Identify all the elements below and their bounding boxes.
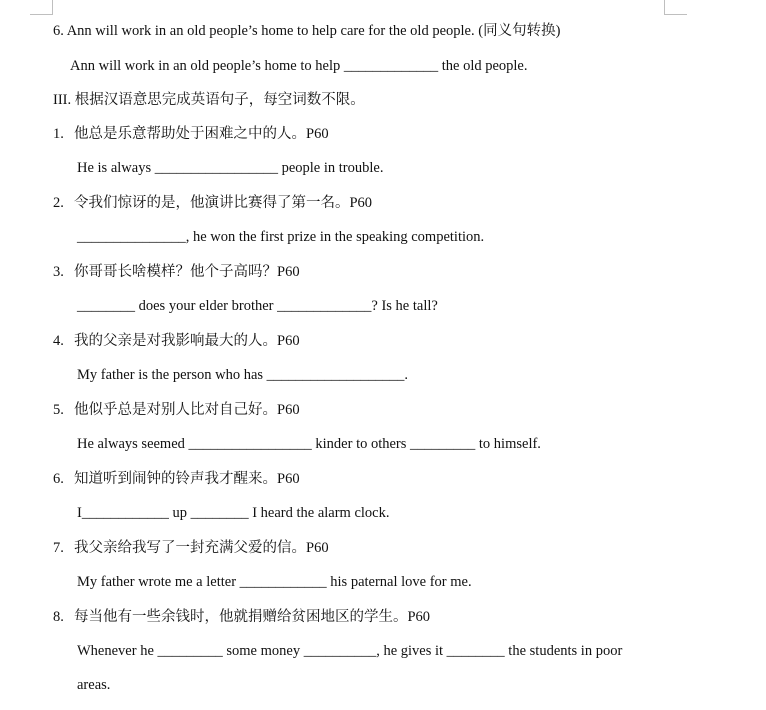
- exercise-item-chinese: [53, 608, 430, 626]
- item-number: 4.: [53, 333, 64, 349]
- item-chinese-text: 你哥哥长啥模样？他个子高吗？P60: [74, 264, 300, 280]
- exercise-item-english-continued: areas.: [77, 677, 111, 693]
- exercise-item-chinese: [53, 194, 372, 212]
- item-chinese-text: 他似乎总是对别人比对自己好。P60: [74, 402, 300, 418]
- item-number: 6.: [53, 471, 64, 487]
- q6-transform-answer: Ann will work in an old people’s home to help _____________ the old people.: [70, 58, 528, 74]
- item-number: 8.: [53, 609, 64, 625]
- exercise-item-english: He always seemed _________________ kinder to others _________ to himself.: [77, 436, 541, 452]
- exercise-item-english: He is always _________________ people in trouble.: [77, 160, 384, 176]
- item-chinese-text: 他总是乐意帮助处于困难之中的人。P60: [74, 126, 329, 142]
- exercise-item-chinese: [53, 263, 300, 281]
- item-chinese-text: 我的父亲是对我影响最大的人。P60: [74, 333, 300, 349]
- page-corner-mark-right: [664, 0, 687, 15]
- item-chinese-text: 我父亲给我写了一封充满父爱的信。P60: [74, 540, 329, 556]
- item-number: 2.: [53, 195, 64, 211]
- exercise-item-english: I____________ up ________ I heard the alarm clock.: [77, 505, 390, 521]
- exercise-item-english: ________ does your elder brother _____________? Is he tall?: [77, 298, 438, 314]
- item-number: 5.: [53, 402, 64, 418]
- exercise-item-chinese: [53, 470, 300, 488]
- section-title: III. 根据汉语意思完成英语句子，每空词数不限。: [53, 92, 365, 108]
- exercise-item-chinese: [53, 125, 329, 143]
- exercise-item-english: My father wrote me a letter ____________ his paternal love for me.: [77, 574, 472, 590]
- exercise-item-chinese: [53, 401, 300, 419]
- q6-transform-prompt: 6. Ann will work in an old people’s home to help care for the old people. (同义句转换): [53, 23, 561, 39]
- page-corner-mark-left: [30, 0, 53, 15]
- exercise-item-english: Whenever he _________ some money __________, he gives it ________ the students in poor: [77, 643, 623, 659]
- item-number: 3.: [53, 264, 64, 280]
- item-chinese-text: 知道听到闹钟的铃声我才醒来。P60: [74, 471, 300, 487]
- item-number: 7.: [53, 540, 64, 556]
- exercise-item-english: _______________, he won the first prize in the speaking competition.: [77, 229, 485, 245]
- exercise-item-chinese: [53, 539, 329, 557]
- exercise-item-chinese: [53, 332, 300, 350]
- item-number: 1.: [53, 126, 64, 142]
- item-chinese-text: 令我们惊讶的是，他演讲比赛得了第一名。P60: [74, 195, 373, 211]
- item-chinese-text: 每当他有一些余钱时，他就捐赠给贫困地区的学生。P60: [74, 609, 431, 625]
- exercise-item-english: My father is the person who has ___________________.: [77, 367, 409, 383]
